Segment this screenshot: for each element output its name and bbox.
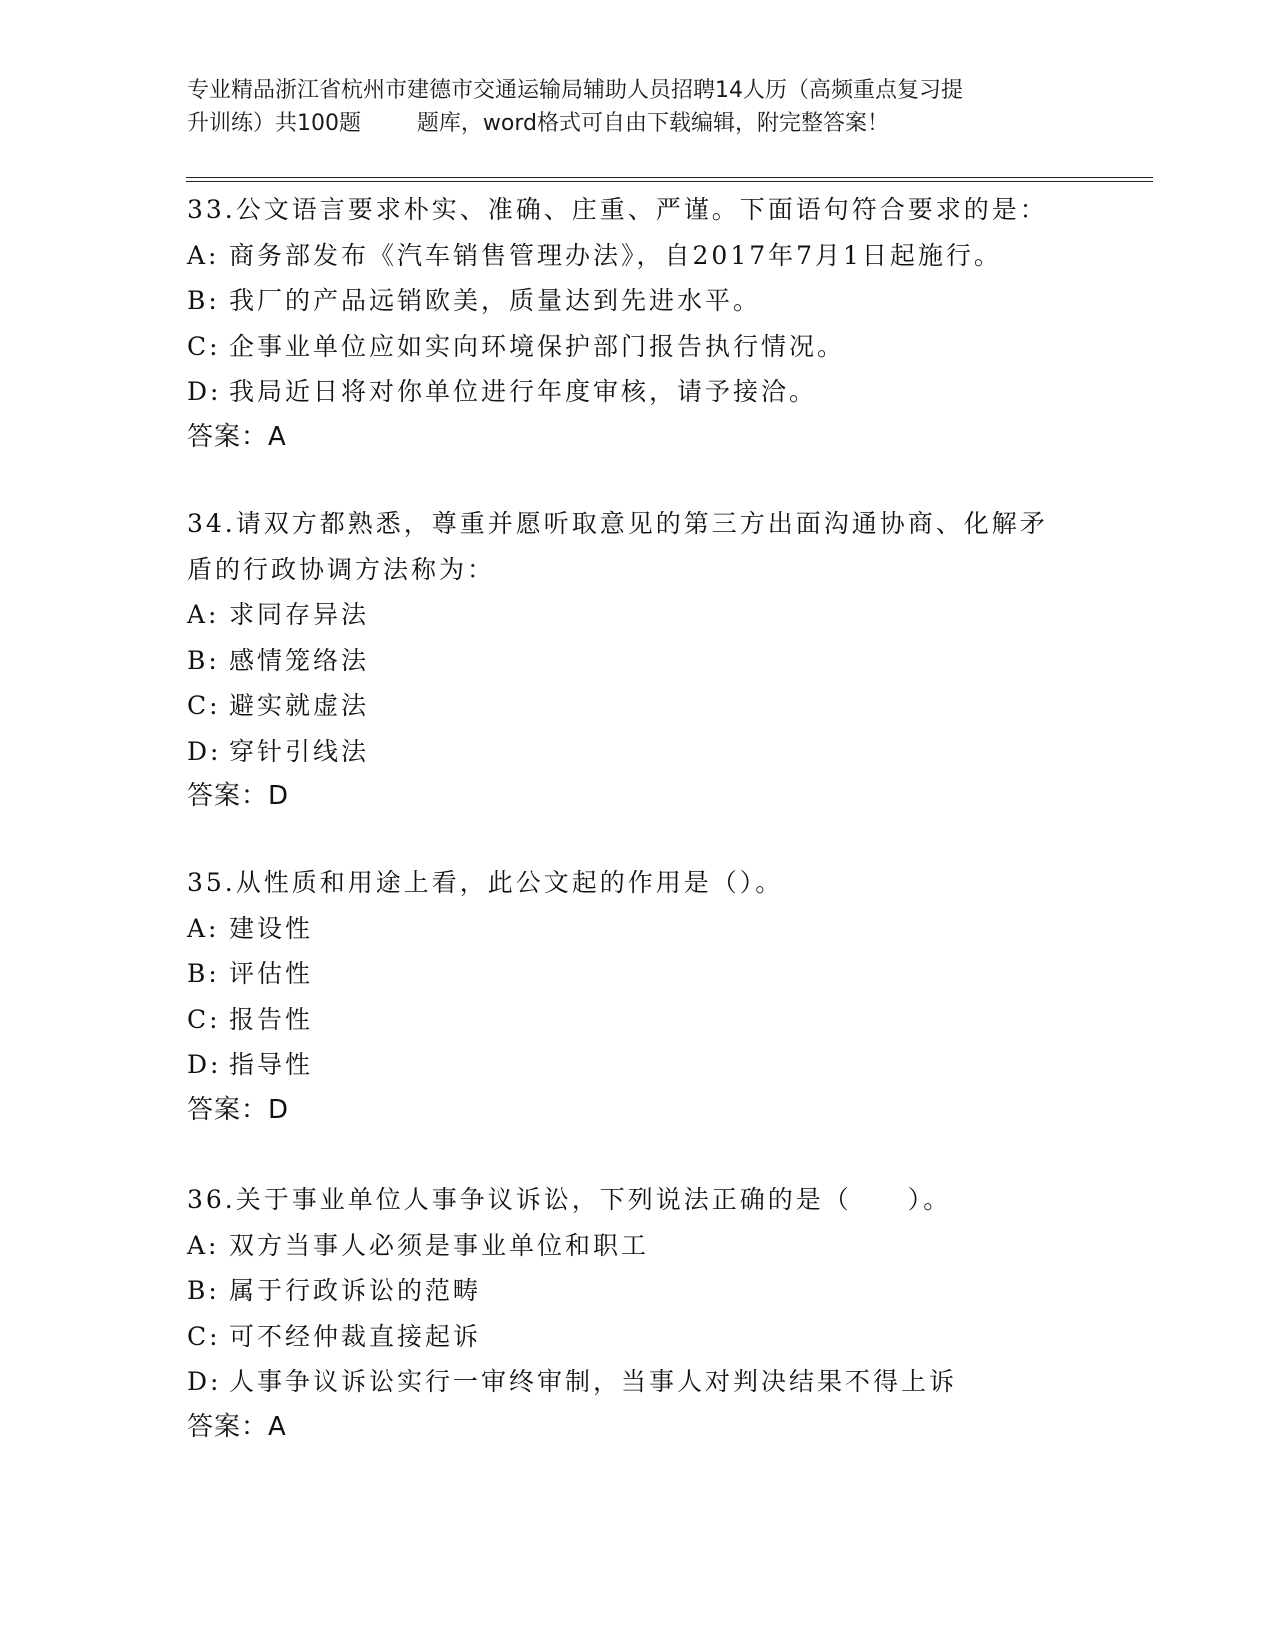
question-stem: 36.关于事业单位人事争议诉讼，下列说法正确的是（ ）。 xyxy=(187,1185,952,1214)
option-text: 建设性 xyxy=(229,913,314,943)
answer: 答案：A xyxy=(187,421,287,452)
question-stem-line-1: 34.请双方都熟悉，尊重并愿听取意见的第三方出面沟通协商、化解矛 xyxy=(187,509,1048,538)
option-a xyxy=(187,1223,1107,1269)
option-label: C: xyxy=(187,331,221,361)
option-label: A: xyxy=(187,600,220,629)
option-text: 指导性 xyxy=(229,1050,314,1079)
option-text: 感情笼络法 xyxy=(229,645,370,675)
option-text: 报告性 xyxy=(229,1004,314,1034)
header-line-2: 升训练）共100题 题库，word格式可自由下载编辑，附完整答案！ xyxy=(187,111,890,136)
option-b xyxy=(187,278,1107,324)
option-label: A: xyxy=(187,913,220,943)
option-label: B: xyxy=(187,959,220,988)
option-label: C: xyxy=(187,1321,221,1351)
option-text: 属于行政诉讼的范畴 xyxy=(229,1276,482,1305)
question-34 xyxy=(187,501,1107,820)
option-label: D: xyxy=(187,1367,222,1396)
option-a xyxy=(187,592,1107,638)
header-line-1: 专业精品浙江省杭州市建德市交通运输局辅助人员招聘14人历（高频重点复习提 xyxy=(187,78,963,103)
option-text: 人事争议诉讼实行一审终审制，当事人对判决结果不得上诉 xyxy=(229,1367,958,1396)
option-b xyxy=(187,951,1107,997)
option-text: 双方当事人必须是事业单位和职工 xyxy=(229,1230,650,1260)
option-text: 避实就虚法 xyxy=(229,691,370,720)
option-d xyxy=(187,369,1107,415)
option-b xyxy=(187,1268,1107,1314)
option-text: 我局近日将对你单位进行年度审核，请予接洽。 xyxy=(229,377,818,406)
option-a xyxy=(187,906,1107,952)
header-divider-bottom xyxy=(186,181,1153,182)
option-label: D: xyxy=(187,736,222,766)
option-text: 穿针引线法 xyxy=(229,736,370,766)
answer: 答案：D xyxy=(187,1094,290,1125)
option-text: 商务部发布《汽车销售管理办法》，自2017年7月1日起施行。 xyxy=(229,240,1002,270)
option-label: A: xyxy=(187,240,220,270)
option-label: D: xyxy=(187,377,222,406)
option-b xyxy=(187,638,1107,684)
question-36 xyxy=(187,1177,1107,1450)
option-label: B: xyxy=(187,286,220,315)
question-stem-line-2: 盾的行政协调方法称为： xyxy=(187,554,496,584)
option-label: B: xyxy=(187,1276,220,1305)
option-text: 企事业单位应如实向环境保护部门报告执行情况。 xyxy=(229,331,846,361)
option-d xyxy=(187,729,1107,775)
option-label: B: xyxy=(187,645,220,675)
answer: 答案：D xyxy=(187,781,290,811)
option-c xyxy=(187,997,1107,1043)
question-35 xyxy=(187,860,1107,1133)
option-c xyxy=(187,683,1107,729)
option-text: 评估性 xyxy=(229,959,314,988)
option-d xyxy=(187,1359,1107,1405)
answer: 答案：A xyxy=(187,1411,287,1442)
question-stem: 35.从性质和用途上看，此公文起的作用是（）。 xyxy=(187,868,784,897)
option-label: D: xyxy=(187,1050,222,1079)
option-label: C: xyxy=(187,1004,221,1034)
question-stem: 33.公文语言要求朴实、准确、庄重、严谨。下面语句符合要求的是： xyxy=(187,195,1048,224)
document-header xyxy=(187,74,1087,140)
option-label: A: xyxy=(187,1230,220,1260)
option-text: 我厂的产品远销欧美，质量达到先进水平。 xyxy=(229,286,762,315)
option-d xyxy=(187,1042,1107,1088)
option-text: 可不经仲裁直接起诉 xyxy=(229,1321,482,1351)
option-c xyxy=(187,1314,1107,1360)
option-label: C: xyxy=(187,691,221,720)
option-c xyxy=(187,324,1107,370)
header-divider-top xyxy=(186,177,1153,178)
question-33 xyxy=(187,187,1107,460)
option-a xyxy=(187,233,1107,279)
option-text: 求同存异法 xyxy=(229,600,370,629)
